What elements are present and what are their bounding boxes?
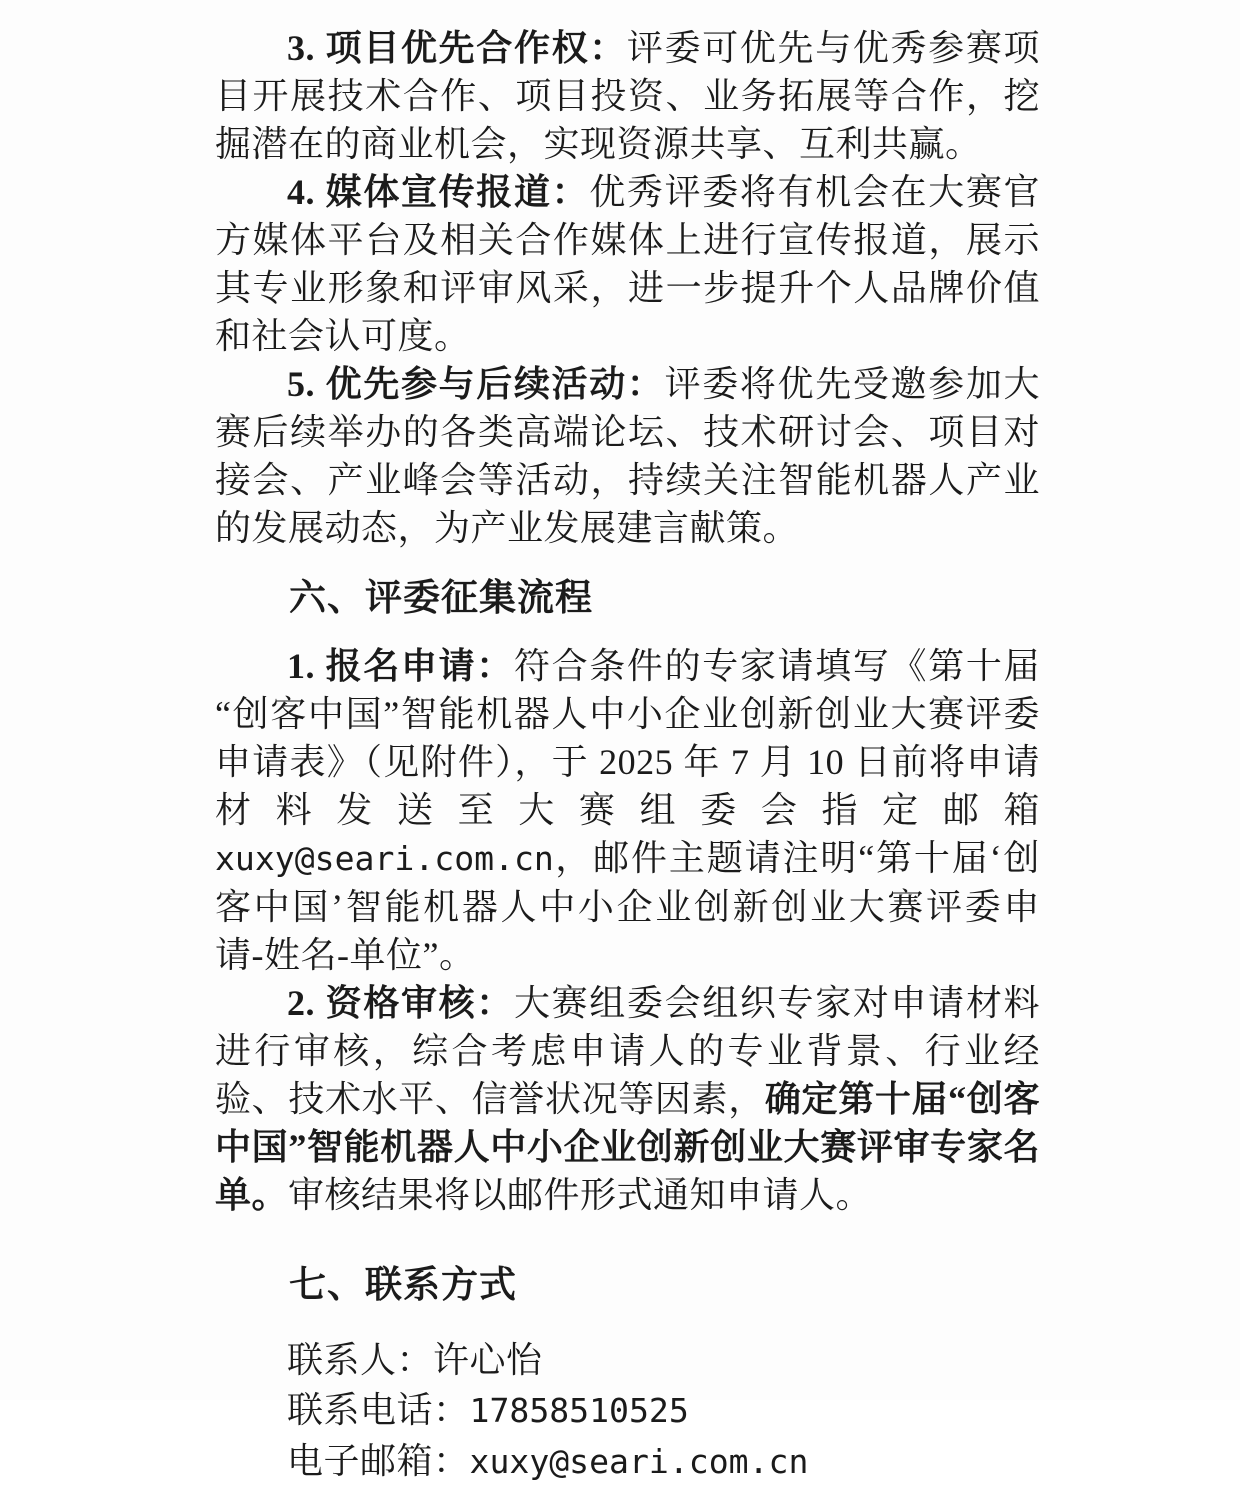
paragraph-lead: 5. 优先参与后续活动： bbox=[287, 364, 665, 404]
section-heading-contact: 七、联系方式 bbox=[289, 1264, 517, 1305]
contact-phone-value: 17858510525 bbox=[469, 1391, 689, 1430]
paragraph-qualification-review bbox=[215, 979, 1040, 1219]
application-email-text: xuxy@seari.com.cn bbox=[215, 839, 554, 878]
section-heading-process: 六、评委征集流程 bbox=[289, 577, 593, 618]
paragraph-followup-activities bbox=[215, 360, 1040, 552]
paragraph-text: 优秀评委将有机会在大赛官方媒体平台及相关合作媒体上进行宣传报道，展示其专业形象和评审风采，进一步提升个人品牌价值和社会认可度。 bbox=[215, 172, 1040, 356]
contact-email-label: 电子邮箱： bbox=[287, 1441, 470, 1481]
paragraph-application bbox=[215, 642, 1040, 979]
paragraph-media-coverage bbox=[215, 168, 1040, 360]
paragraph-lead: 3. 项目优先合作权： bbox=[287, 28, 627, 68]
contact-person-label: 联系人： bbox=[287, 1340, 434, 1380]
paragraph-lead: 4. 媒体宣传报道： bbox=[287, 172, 590, 212]
paragraph-lead: 2. 资格审核： bbox=[287, 983, 514, 1023]
paragraph-text: ，邮件主题请注明“第十届‘创客中国’智能机器人中小企业创新创业大赛评委申请-姓名-单位”。 bbox=[215, 838, 1040, 975]
paragraph-text: 评委可优先与优秀参赛项目开展技术合作、项目投资、业务拓展等合作，挖掘潜在的商业机会，实现资源共享、互利共赢。 bbox=[215, 28, 1040, 164]
paragraph-text: 评委将优先受邀参加大赛后续举办的各类高端论坛、技术研讨会、项目对接会、产业峰会等活动，持续关注智能机器人产业的发展动态，为产业发展建言献策。 bbox=[215, 364, 1040, 548]
paragraph-bold-text: 确定第十届“创客中国”智能机器人中小企业创新创业大赛评审专家名单。 bbox=[215, 1079, 1040, 1215]
contact-phone-line bbox=[215, 1385, 1040, 1436]
paragraph-text: 符合条件的专家请填写《第十届“创客中国”智能机器人中小企业创新创业大赛评委申请表》（见附件），于 2025 年 7 月 10 日前将申请材料发送至大赛组委会指定邮箱 bbox=[215, 646, 1040, 830]
contact-email-line bbox=[215, 1436, 1040, 1487]
contact-email-value: xuxy@seari.com.cn bbox=[469, 1442, 809, 1481]
paragraph-lead: 1. 报名申请： bbox=[287, 646, 514, 686]
paragraph-project-cooperation bbox=[215, 24, 1040, 168]
paragraph-text: 大赛组委会组织专家对申请材料进行审核，综合考虑申请人的专业背景、行业经验、技术水平、信誉状况等因素， bbox=[215, 983, 1040, 1119]
contact-phone-label: 联系电话： bbox=[287, 1390, 470, 1430]
contact-person-line bbox=[215, 1335, 1040, 1385]
contact-person-value: 许心怡 bbox=[433, 1340, 543, 1380]
paragraph-text: 审核结果将以邮件形式通知申请人。 bbox=[288, 1175, 873, 1215]
